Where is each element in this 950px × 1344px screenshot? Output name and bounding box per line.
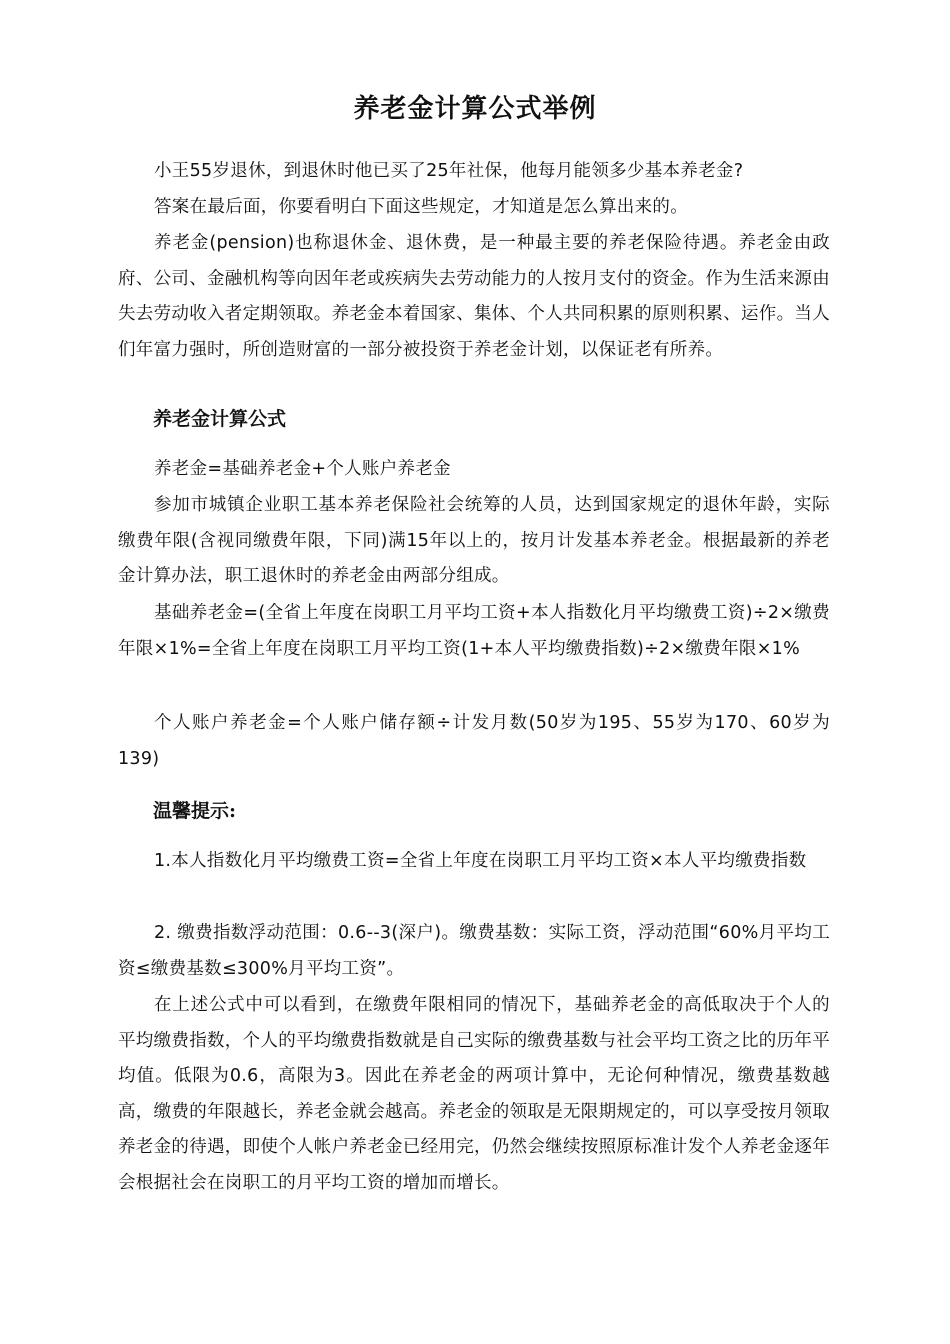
formula-total: 养老金=基础养老金+个人账户养老金 (154, 459, 451, 479)
tip-2: 2. 缴费指数浮动范围：0.6--3(深户)。缴费基数：实际工资，浮动范围“60%月平均工资≤缴费基数≤300%月平均工资”。 (118, 923, 830, 979)
page-title: 养老金计算公式举例 (353, 94, 597, 124)
formula-personal-account: 个人账户养老金=个人账户储存额÷计发月数(50岁为195、55岁为170、60岁为139) (118, 713, 830, 769)
formula-basic-pension: 基础养老金=(全省上年度在岗职工月平均工资+本人指数化月平均缴费工资)÷2×缴费年限×1%=全省上年度在岗职工月平均工资(1+本人平均缴费指数)÷2×缴费年限×1% (118, 603, 830, 659)
section-heading-tips: 温馨提示: (153, 800, 237, 822)
formula-eligibility: 参加市城镇企业职工基本养老保险社会统筹的人员，达到国家规定的退休年龄，实际缴费年限(含视同缴费年限，下同)满15年以上的，按月计发基本养老金。根据最新的养老金计算办法，职工退休时的养老金由两部分组成。 (118, 495, 830, 586)
intro-question: 小王55岁退休，到退休时他已买了25年社保，他每月能领多少基本养老金? (154, 161, 744, 181)
intro-pension-definition: 养老金(pension)也称退休金、退休费，是一种最主要的养老保险待遇。养老金由政府、公司、金融机构等向因年老或疾病失去劳动能力的人按月支付的资金。作为生活来源由失去劳动收入者定期领取。养老金本着国家、集体、个人共同积累的原则积累、运作。当人们年富力强时，所创造财富的一部分被投资于养老金计划，以保证老有所养。 (118, 233, 830, 360)
tip-explanation: 在上述公式中可以看到，在缴费年限相同的情况下，基础养老金的高低取决于个人的平均缴费指数，个人的平均缴费指数就是自己实际的缴费基数与社会平均工资之比的历年平均值。低限为0.6，高限为3。因此在养老金的两项计算中，无论何种情况，缴费基数越高，缴费的年限越长，养老金就会越高。养老金的领取是无限期规定的，可以享受按月领取养老金的待遇，即使个人帐户养老金已经用完，仍然会继续按照原标准计发个人养老金逐年会根据社会在岗职工的月平均工资的增加而增长。 (118, 995, 830, 1193)
section-heading-formula: 养老金计算公式 (153, 408, 287, 430)
tip-1: 1.本人指数化月平均缴费工资=全省上年度在岗职工月平均工资×本人平均缴费指数 (154, 851, 807, 871)
intro-answer-note: 答案在最后面，你要看明白下面这些规定，才知道是怎么算出来的。 (154, 197, 688, 217)
